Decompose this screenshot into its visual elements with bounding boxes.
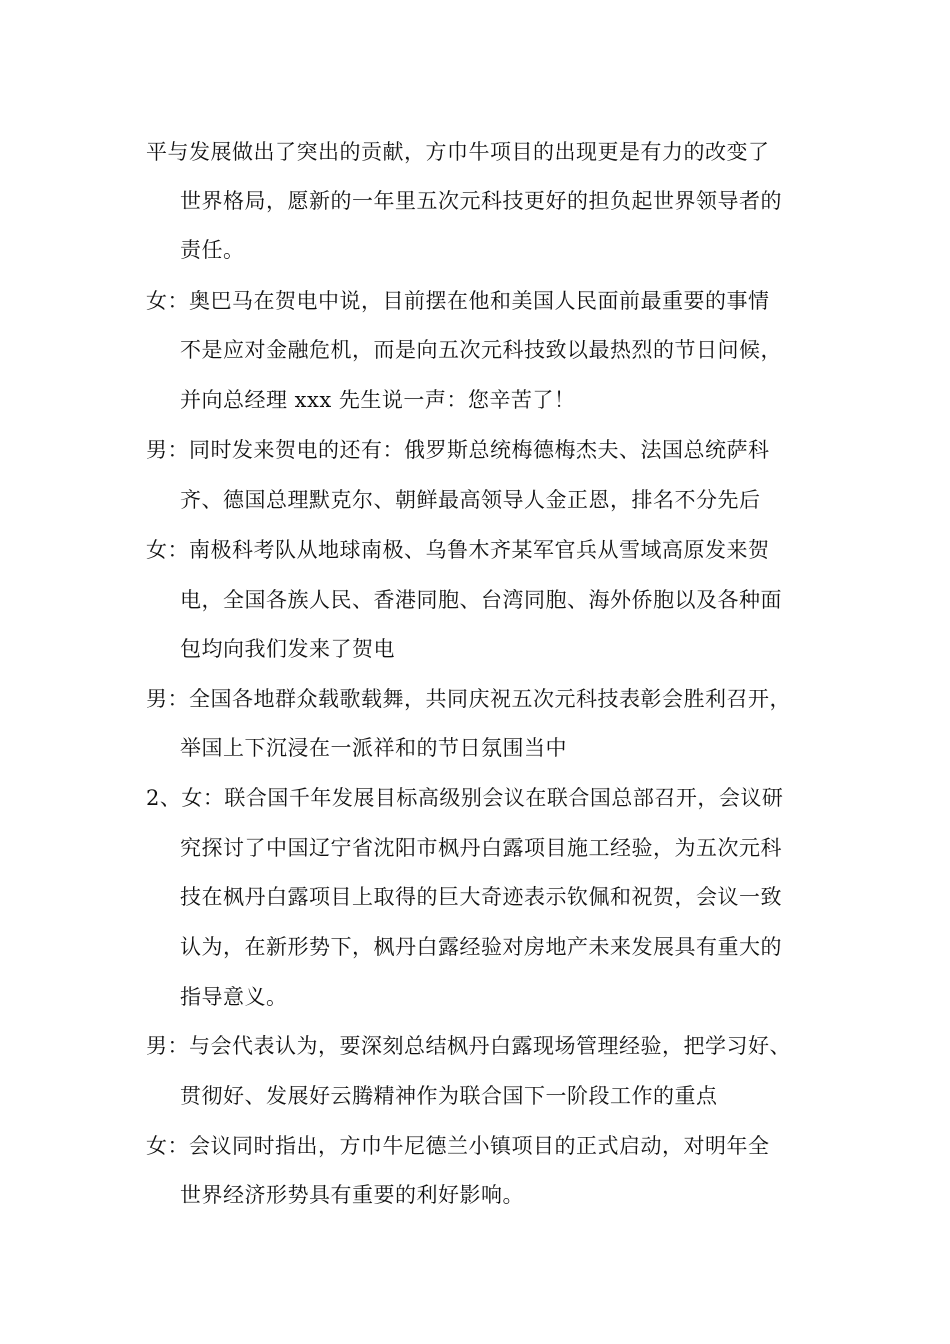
paragraph-line: 责任。 bbox=[180, 238, 245, 262]
paragraph-line: 男：全国各地群众载歌载舞，共同庆祝五次元科技表彰会胜利召开， bbox=[146, 687, 791, 711]
paragraph-line: 女：奥巴马在贺电中说，目前摆在他和美国人民面前最重要的事情 bbox=[146, 289, 770, 313]
paragraph-line: 女：会议同时指出，方巾牛尼德兰小镇项目的正式启动，对明年全 bbox=[146, 1134, 770, 1158]
paragraph-line: 世界格局，愿新的一年里五次元科技更好的担负起世界领导者的 bbox=[180, 189, 782, 213]
paragraph-line: 包均向我们发来了贺电 bbox=[180, 637, 395, 661]
paragraph-line: 平与发展做出了突出的贡献，方巾牛项目的出现更是有力的改变了 bbox=[146, 140, 770, 164]
paragraph-line: 不是应对金融危机，而是向五次元科技致以最热烈的节日问候， bbox=[180, 338, 782, 362]
paragraph-line: 世界经济形势具有重要的利好影响。 bbox=[180, 1183, 524, 1207]
paragraph-line: 究探讨了中国辽宁省沈阳市枫丹白露项目施工经验，为五次元科 bbox=[180, 836, 782, 860]
paragraph-line: 技在枫丹白露项目上取得的巨大奇迹表示钦佩和祝贺，会议一致 bbox=[180, 885, 782, 909]
paragraph-line: 齐、德国总理默克尔、朝鲜最高领导人金正恩，排名不分先后 bbox=[180, 488, 761, 512]
paragraph-line: 女：南极科考队从地球南极、乌鲁木齐某军官兵从雪域高原发来贺 bbox=[146, 538, 770, 562]
paragraph-line: 电，全国各族人民、香港同胞、台湾同胞、海外侨胞以及各种面 bbox=[180, 588, 782, 612]
paragraph-line: 指导意义。 bbox=[180, 985, 288, 1009]
paragraph-line: 举国上下沉浸在一派祥和的节日氛围当中 bbox=[180, 736, 567, 760]
paragraph-line: 认为，在新形势下，枫丹白露经验对房地产未来发展具有重大的 bbox=[180, 935, 782, 959]
paragraph-line: 男：同时发来贺电的还有：俄罗斯总统梅德梅杰夫、法国总统萨科 bbox=[146, 438, 770, 462]
paragraph-line: 并向总经理 xxx 先生说一声：您辛苦了！ bbox=[180, 388, 576, 412]
paragraph-line: 男：与会代表认为，要深刻总结枫丹白露现场管理经验，把学习好、 bbox=[146, 1034, 791, 1058]
paragraph-line: 2、女：联合国千年发展目标高级别会议在联合国总部召开，会议研 bbox=[146, 786, 784, 810]
paragraph-line: 贯彻好、发展好云腾精神作为联合国下一阶段工作的重点 bbox=[180, 1084, 718, 1108]
